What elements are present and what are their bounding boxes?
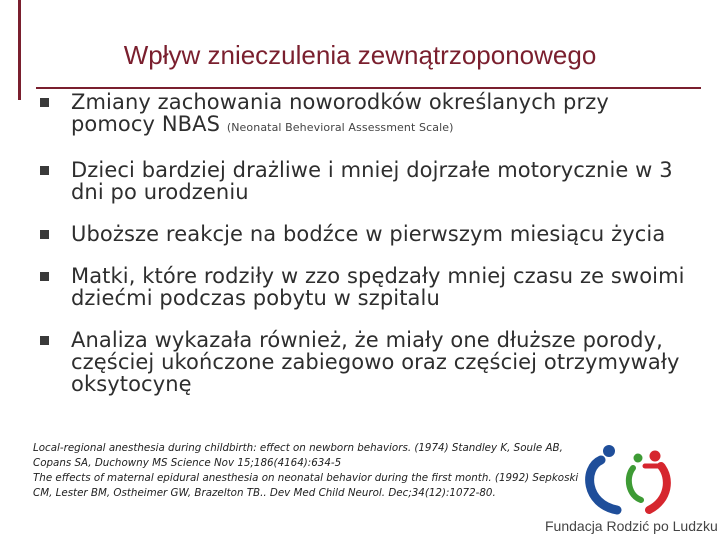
square-bullet-icon <box>40 336 49 345</box>
bullet-text: Analiza wykazała również, że miały one dłuższe porody, częściej ukończone zabiegowo oraz częściej otrzymywały oksytocynę <box>71 328 680 396</box>
bullet-item <box>40 91 690 139</box>
square-bullet-icon <box>40 166 49 175</box>
bullet-item <box>40 329 690 395</box>
bullet-text: Zmiany zachowania noworodków określanych przy pomocy NBAS <box>71 90 609 136</box>
bullet-note: (Neonatal Behevioral Assessment Scale) <box>226 121 454 134</box>
square-bullet-icon <box>40 230 49 239</box>
square-bullet-icon <box>40 272 49 281</box>
bullet-text: Matki, które rodziły w zzo spędzały mniej czasu ze swoimi dziećmi podczas pobytu w szpitalu <box>71 264 685 310</box>
references <box>33 441 581 501</box>
bullet-item <box>40 265 690 309</box>
reference-item: The effects of maternal epidural anesthesia on neonatal behavior during the first month. (1992) Sepkoski CM, Lester BM, Ostheimer GW, Brazelton TB.. Dev Med Child Neurol. Dec;34(12):1072-80. <box>33 472 579 499</box>
logo-caption: Fundacja Rodzić po Ludzku <box>545 518 718 534</box>
bullet-text: Dzieci bardziej drażliwe i mniej dojrzałe motorycznie w 3 dni po urodzeniu <box>71 158 673 204</box>
logo-figures-icon <box>545 438 715 518</box>
square-bullet-icon <box>40 98 49 107</box>
title-underline <box>36 87 701 89</box>
reference-item: Local-regional anesthesia during childbirth: effect on newborn behaviors. (1974) Standley K, Soule AB, Copans SA, Duchowny MS Science Nov 15;186(4164):634-5 <box>33 442 563 469</box>
foundation-logo <box>545 438 718 536</box>
bullet-item <box>40 223 690 245</box>
bullet-item <box>40 159 690 203</box>
bullet-text: Uboższe reakcje na bodźce w pierwszym miesiącu życia <box>71 222 666 246</box>
bullet-list <box>40 91 690 415</box>
slide-title: Wpływ znieczulenia zewnątrzoponowego <box>123 40 597 70</box>
